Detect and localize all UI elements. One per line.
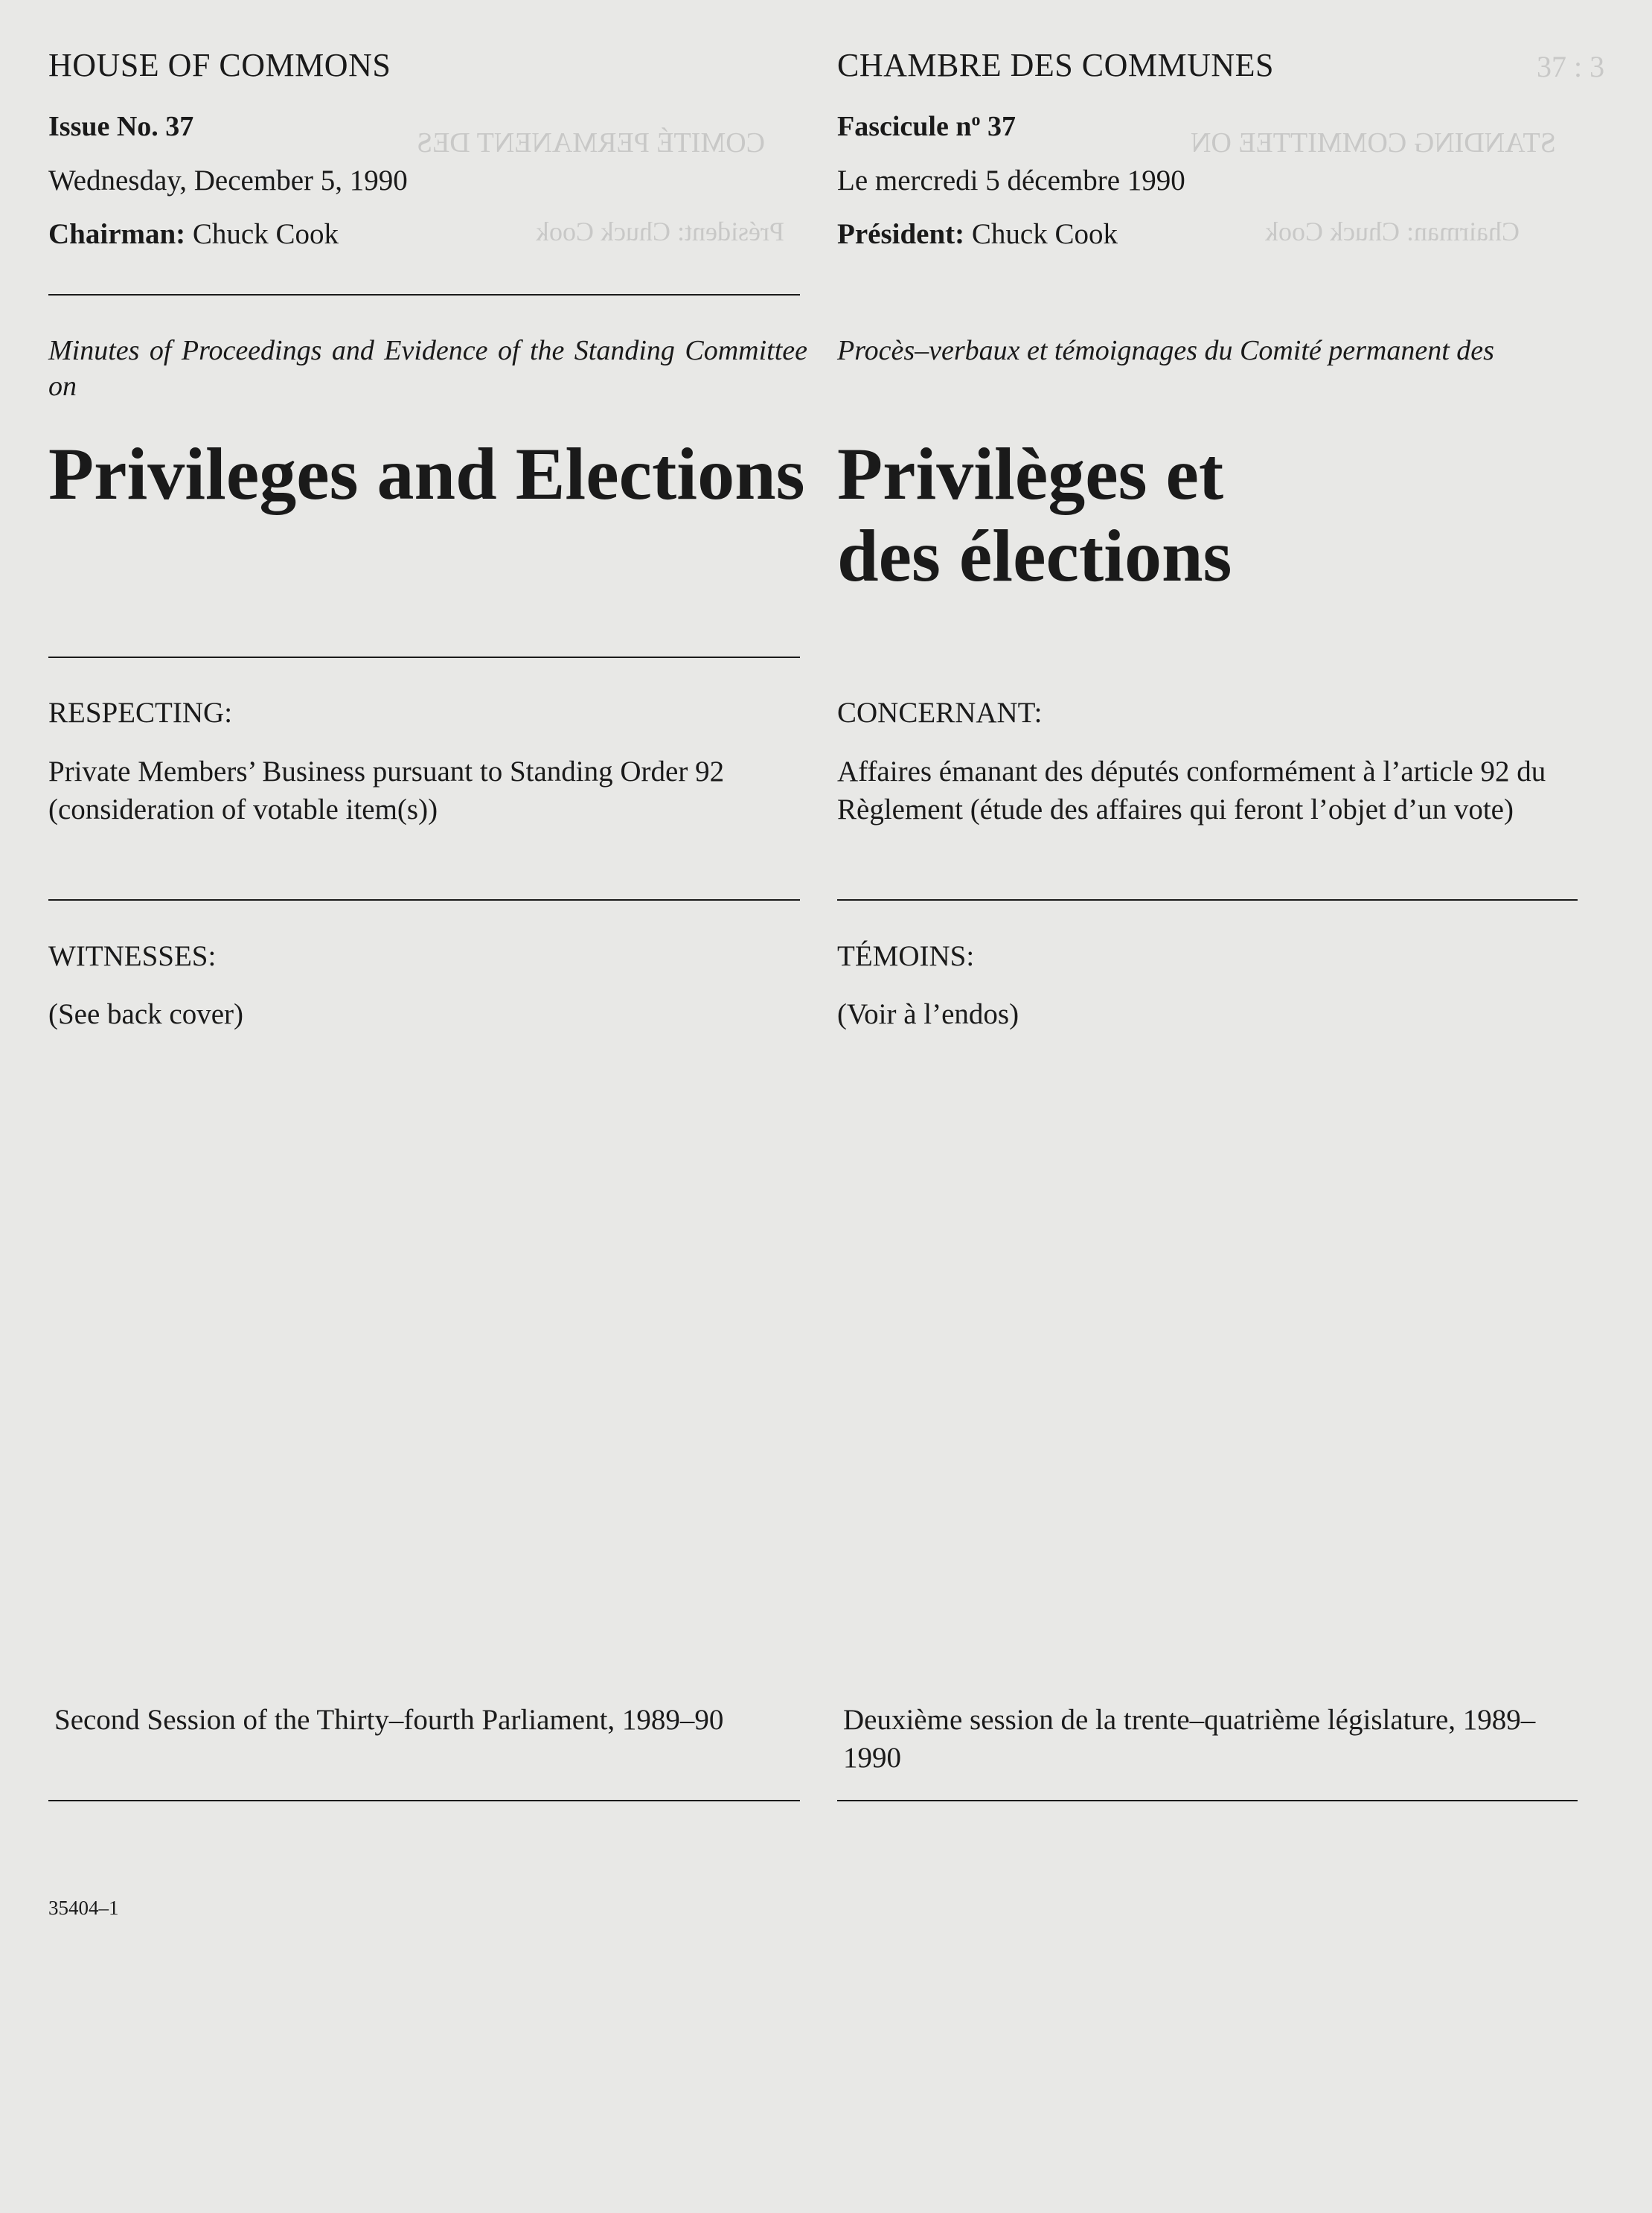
respecting-label: RESPECTING: <box>48 697 233 729</box>
witnesses-label: TÉMOINS: <box>837 940 975 972</box>
issue-prefix: Fascicule n <box>837 111 972 142</box>
divider <box>48 899 800 901</box>
bleed-through-page-number: 37 : 3 <box>1537 50 1605 83</box>
chair-label: Président: <box>837 218 965 250</box>
divider <box>48 1800 800 1801</box>
bleed-through-text: COMITÉ PERMANENT DES <box>417 127 765 159</box>
bleed-through-text: STANDING COMMITTEE ON <box>1191 127 1556 159</box>
respecting-text: Private Members’ Business pursuant to Standing Order 92 (consideration of votable item(s)) <box>48 756 725 826</box>
divider <box>48 657 800 658</box>
issue-number: Issue No. 37 <box>48 111 194 142</box>
minutes-heading: Minutes of Proceedings and Evidence of the Standing Committee on <box>48 335 807 402</box>
session-text: Deuxième session de la trente–quatrième législature, 1989–1990 <box>843 1704 1536 1774</box>
house-heading: CHAMBRE DES COMMUNES <box>837 47 1274 83</box>
bleed-through-text: Chairman: Chuck Cook <box>1265 217 1520 246</box>
chair-line <box>48 217 339 251</box>
committee-title: Privilèges et des élections <box>837 432 1232 597</box>
minutes-heading: Procès–verbaux et témoignages du Comité permanent des <box>837 335 1494 366</box>
house-heading: HOUSE OF COMMONS <box>48 47 391 83</box>
respecting-text: Affaires émanant des députés conformément à l’article 92 du Règlement (étude des affaires qui feront l’objet d’un vote) <box>837 756 1546 826</box>
witnesses-label: WITNESSES: <box>48 940 217 972</box>
divider <box>837 1800 1578 1801</box>
issue-number <box>837 110 1016 143</box>
issue-sup: o <box>971 110 981 130</box>
english-column <box>48 0 807 2213</box>
french-column <box>837 0 1596 2213</box>
chair-label: Chairman: <box>48 218 186 250</box>
chair-line <box>837 217 1118 251</box>
respecting-label: CONCERNANT: <box>837 697 1043 729</box>
session-text: Second Session of the Thirty–fourth Parliament, 1989–90 <box>54 1704 724 1736</box>
issue-date: Le mercredi 5 décembre 1990 <box>837 165 1185 197</box>
chair-name: Chuck Cook <box>971 218 1118 250</box>
document-code: 35404–1 <box>48 1897 119 1919</box>
committee-title: Privileges and Elections <box>48 432 805 515</box>
chair-name: Chuck Cook <box>192 218 339 250</box>
bleed-through-text: Président: Chuck Cook <box>536 217 784 246</box>
issue-date: Wednesday, December 5, 1990 <box>48 165 408 197</box>
witnesses-text: (Voir à l’endos) <box>837 998 1019 1030</box>
divider <box>48 294 800 296</box>
issue-num: 37 <box>980 111 1016 142</box>
divider <box>837 899 1578 901</box>
witnesses-text: (See back cover) <box>48 998 244 1030</box>
